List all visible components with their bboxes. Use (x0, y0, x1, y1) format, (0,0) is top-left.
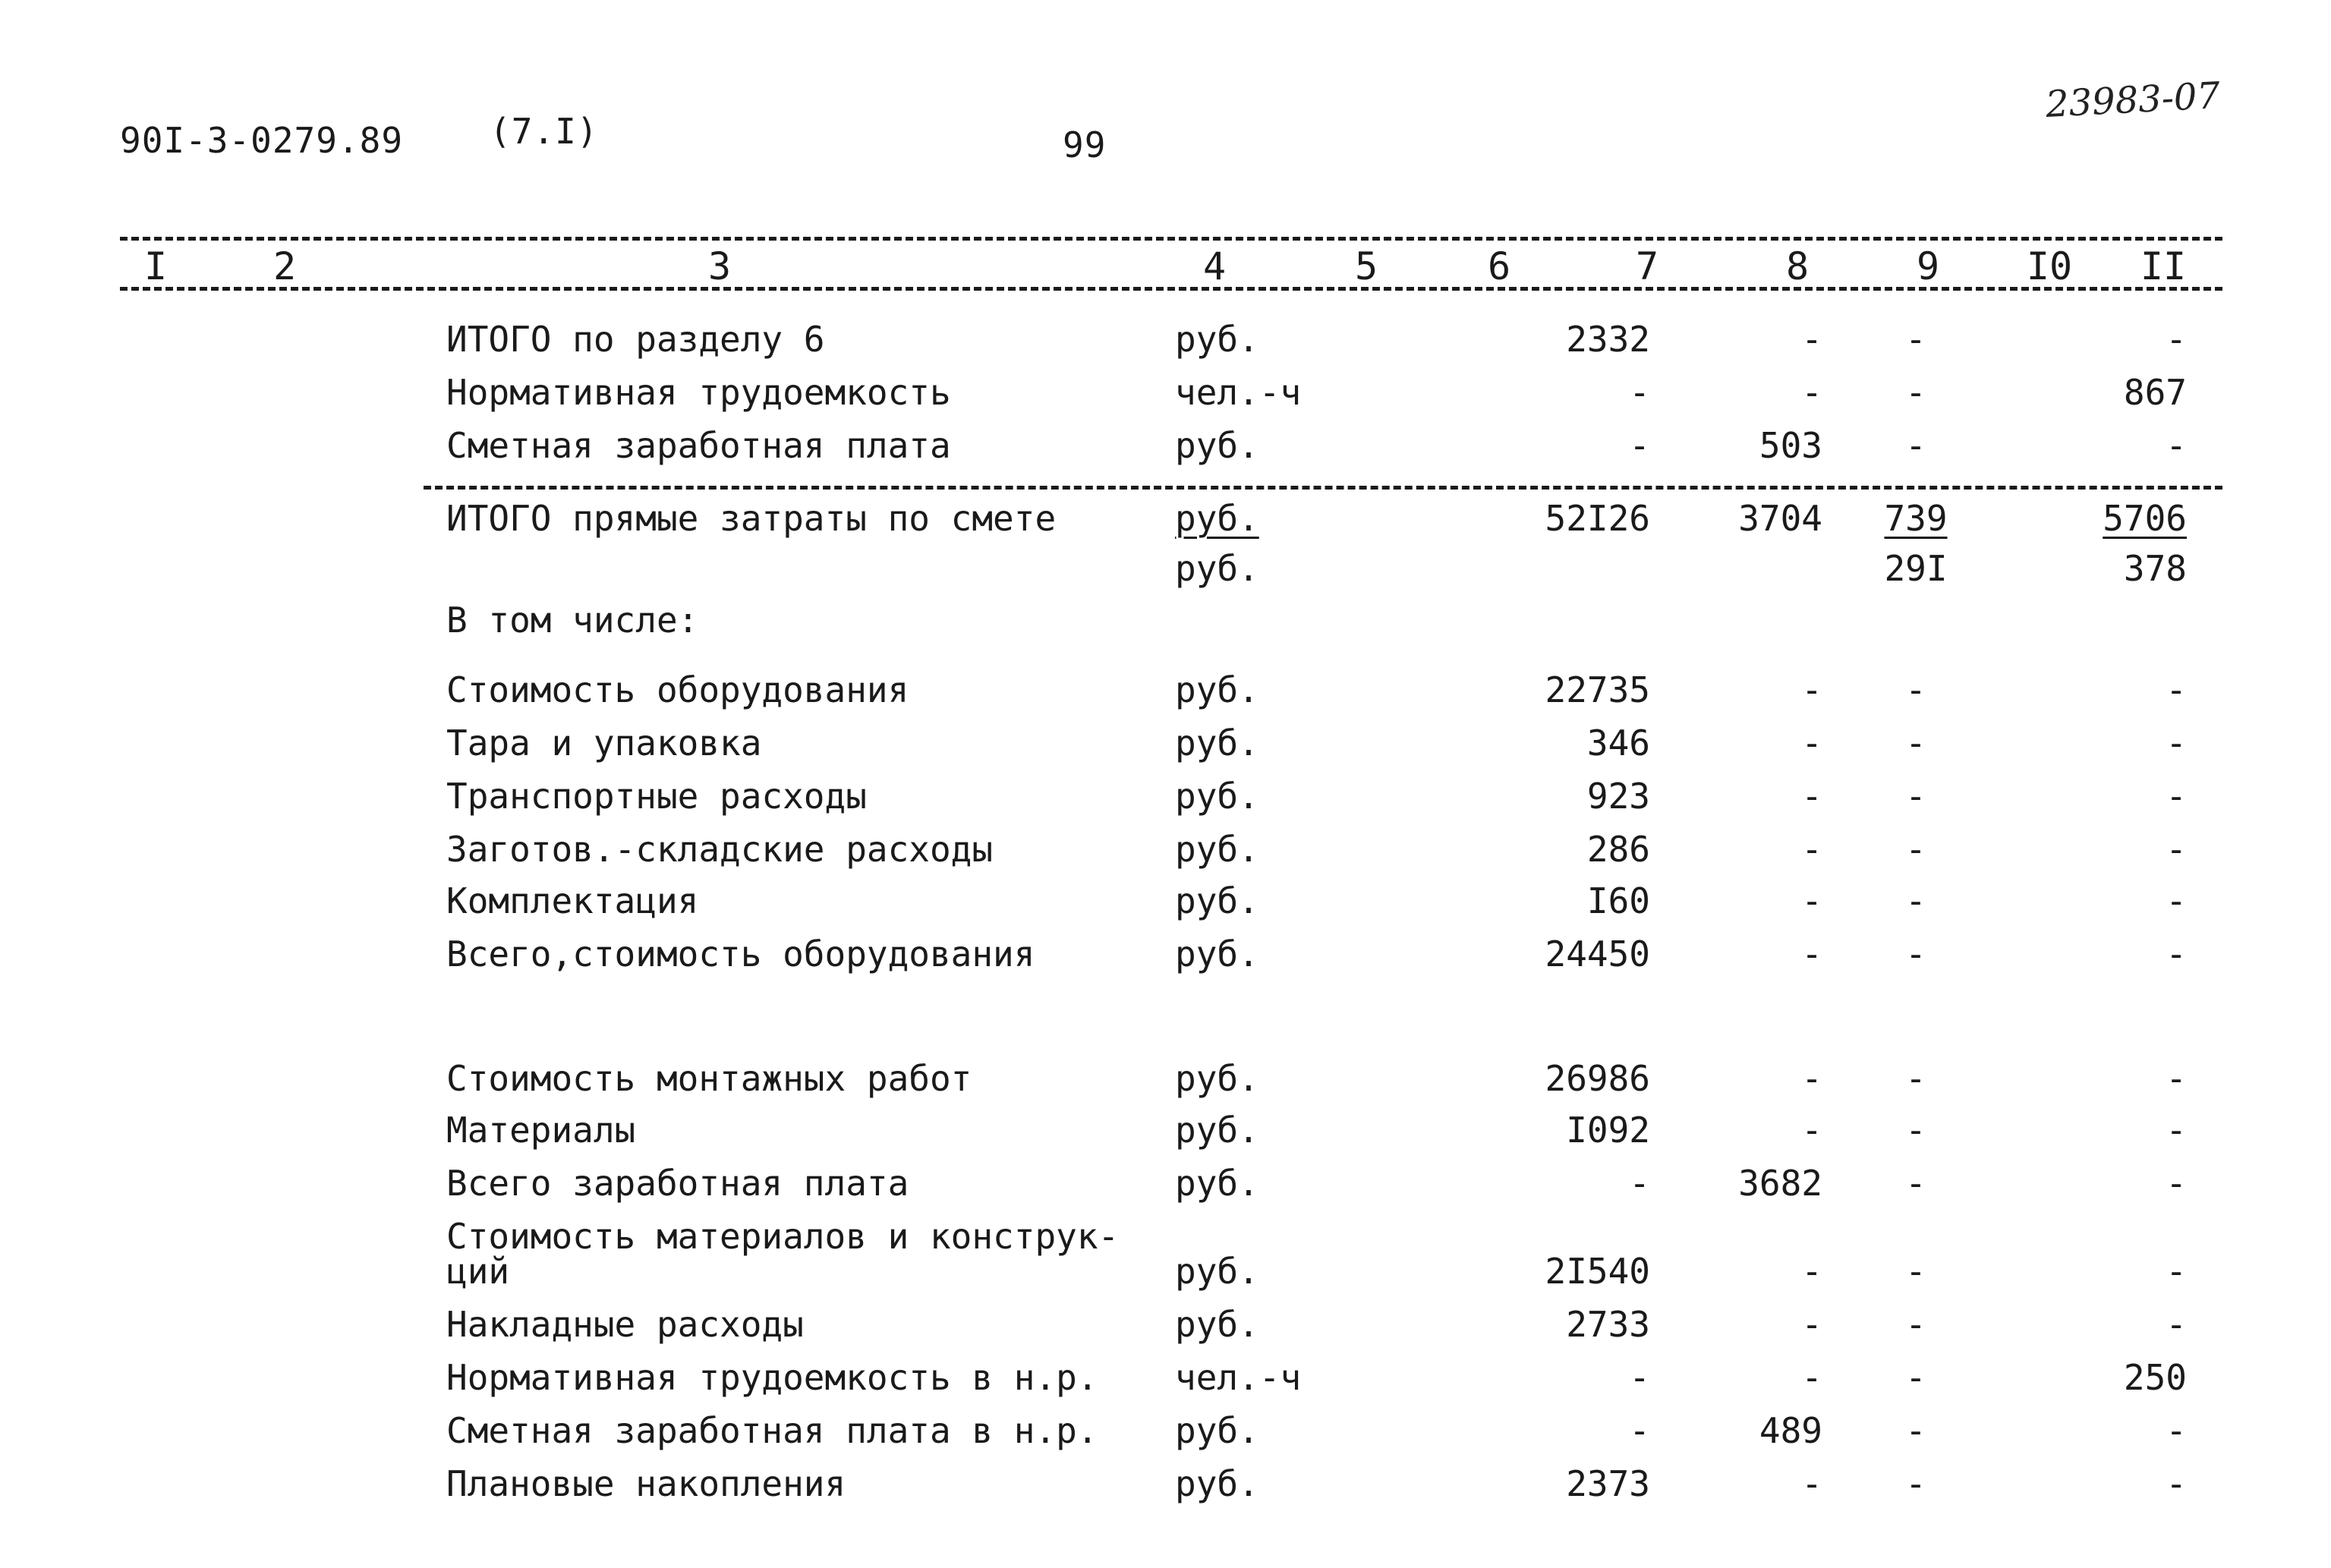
table-row (0, 1410, 2331, 1463)
section-number: (7.I) (490, 111, 599, 152)
row-unit: руб. (1175, 1163, 1259, 1204)
table-row (0, 829, 2331, 882)
column-number-4: 4 (1202, 244, 1227, 288)
row-name: Всего заработная плата (446, 1163, 909, 1204)
table-row (0, 1163, 2331, 1216)
row-name: ИТОГО по разделу 6 (446, 319, 825, 360)
row-unit: руб. (1175, 934, 1259, 974)
row-col11: - (2166, 880, 2187, 921)
row-col7: 2I540 (1545, 1251, 1650, 1292)
row-col11: - (2166, 934, 2187, 974)
row-name: ций (446, 1251, 510, 1292)
row-col8: 503 (1759, 425, 1822, 466)
table-row (0, 1304, 2331, 1357)
row-col8: - (1801, 934, 1822, 974)
row-unit: руб. (1175, 669, 1259, 710)
table-row (0, 669, 2331, 723)
row-col9: - (1905, 1163, 1926, 1204)
column-number-7: 7 (1635, 244, 1659, 288)
header-top-rule (120, 237, 2222, 241)
row-name: Комплектация (446, 880, 699, 921)
row-unit: руб. (1175, 425, 1259, 466)
row-name: Заготов.-складские расходы (446, 829, 994, 870)
row-col9: - (1905, 776, 1926, 817)
table-row (0, 1463, 2331, 1516)
row-col8: - (1801, 1304, 1822, 1345)
row-col11: - (2166, 1058, 2187, 1099)
row-col11: - (2166, 319, 2187, 360)
row-name: Сметная заработная плата (446, 425, 951, 466)
column-number-9: 9 (1916, 244, 1940, 288)
row-col8: - (1801, 1251, 1822, 1292)
table-row (0, 1110, 2331, 1163)
table-row (0, 934, 2331, 987)
row-name: Плановые накопления (446, 1463, 846, 1504)
row-col8: 3682 (1738, 1163, 1822, 1204)
column-number-6: 6 (1487, 244, 1511, 288)
row-unit: руб. (1175, 1251, 1259, 1292)
page-number: 99 (1063, 124, 1107, 165)
row-name: Сметная заработная плата в н.р. (446, 1410, 1098, 1451)
row-unit: руб. (1175, 1410, 1259, 1451)
row-unit: руб. (1175, 776, 1259, 817)
table-row (0, 372, 2331, 425)
row-col7: - (1629, 425, 1650, 466)
table-row (0, 319, 2331, 372)
row-col7: - (1629, 1357, 1650, 1398)
row-unit: руб. (1175, 1058, 1259, 1099)
table-row (0, 600, 2331, 653)
row-col8: - (1801, 880, 1822, 921)
table-row (0, 548, 2331, 601)
row-col7: 2332 (1566, 319, 1650, 360)
row-name: ИТОГО прямые затраты по смете (446, 498, 1057, 539)
row-col8: - (1801, 372, 1822, 413)
row-col7: - (1629, 1163, 1650, 1204)
row-col9: - (1905, 319, 1926, 360)
handwritten-note: 23983-07 (2044, 74, 2222, 126)
row-name: Тара и упаковка (446, 723, 762, 764)
row-col11: - (2166, 425, 2187, 466)
document-code: 90I-3-0279.89 (120, 120, 404, 161)
row-col9: 739 (1884, 498, 1948, 539)
row-col9: - (1905, 880, 1926, 921)
row-unit: руб. (1175, 548, 1259, 589)
row-col8: - (1801, 1357, 1822, 1398)
row-name: В том числе: (446, 600, 699, 641)
row-col11: - (2166, 1110, 2187, 1151)
row-col8: 3704 (1738, 498, 1822, 539)
row-unit: руб. (1175, 1463, 1259, 1504)
row-col8: - (1801, 1110, 1822, 1151)
row-col8: - (1801, 1463, 1822, 1504)
row-col11: 5706 (2103, 498, 2187, 539)
row-col7: - (1629, 1410, 1650, 1451)
row-col9: - (1905, 669, 1926, 710)
table-row (0, 1058, 2331, 1111)
row-col7: 2373 (1566, 1463, 1650, 1504)
row-col8: - (1801, 723, 1822, 764)
row-col7: 52I26 (1545, 498, 1650, 539)
row-name: Всего,стоимость оборудования (446, 934, 1035, 974)
column-number-10: I0 (2026, 244, 2073, 288)
row-col9: - (1905, 1304, 1926, 1345)
table-row (0, 723, 2331, 776)
table-row (0, 1251, 2331, 1304)
row-col8: - (1801, 319, 1822, 360)
table-row (0, 425, 2331, 478)
column-number-2: 2 (272, 244, 297, 288)
row-name: Нормативная трудоемкость в н.р. (446, 1357, 1098, 1398)
row-unit: руб. (1175, 498, 1259, 539)
column-number-11: II (2140, 244, 2187, 288)
row-name: Материалы (446, 1110, 636, 1151)
row-col9: - (1905, 1058, 1926, 1099)
row-col11: 378 (2123, 548, 2187, 589)
row-col8: - (1801, 1058, 1822, 1099)
row-col11: - (2166, 1163, 2187, 1204)
row-col7: 22735 (1545, 669, 1650, 710)
row-col9: - (1905, 1357, 1926, 1398)
row-unit: чел.-ч (1175, 372, 1302, 413)
row-name: Транспортные расходы (446, 776, 867, 817)
column-number-5: 5 (1354, 244, 1378, 288)
row-col9: - (1905, 1110, 1926, 1151)
row-col11: - (2166, 1251, 2187, 1292)
row-col11: - (2166, 1463, 2187, 1504)
row-unit: руб. (1175, 1304, 1259, 1345)
row-col7: - (1629, 372, 1650, 413)
row-col8: - (1801, 669, 1822, 710)
row-col9: - (1905, 829, 1926, 870)
row-col9: - (1905, 934, 1926, 974)
row-unit: руб. (1175, 829, 1259, 870)
row-col11: - (2166, 776, 2187, 817)
row-col7: I60 (1586, 880, 1650, 921)
row-col11: 250 (2123, 1357, 2187, 1398)
row-name: Накладные расходы (446, 1304, 804, 1345)
row-col9: - (1905, 723, 1926, 764)
row-unit: руб. (1175, 1110, 1259, 1151)
row-unit: руб. (1175, 723, 1259, 764)
row-unit: руб. (1175, 319, 1259, 360)
column-number-3: 3 (707, 244, 732, 288)
row-col9: - (1905, 372, 1926, 413)
row-col7: 286 (1586, 829, 1650, 870)
column-number-1: I (143, 244, 168, 288)
row-col8: 489 (1759, 1410, 1822, 1451)
row-col9: - (1905, 1410, 1926, 1451)
table-row (0, 776, 2331, 829)
row-col9: - (1905, 1463, 1926, 1504)
row-col11: - (2166, 1304, 2187, 1345)
row-col11: - (2166, 669, 2187, 710)
table-row (0, 498, 2331, 551)
row-col9: 29I (1884, 548, 1948, 589)
row-col11: - (2166, 723, 2187, 764)
row-col11: 867 (2123, 372, 2187, 413)
row-name: Стоимость оборудования (446, 669, 909, 710)
row-col8: - (1801, 776, 1822, 817)
row-name: Стоимость монтажных работ (446, 1058, 972, 1099)
row-unit: чел.-ч (1175, 1357, 1302, 1398)
row-col7: 26986 (1545, 1058, 1650, 1099)
row-col7: 24450 (1545, 934, 1650, 974)
row-col9: - (1905, 1251, 1926, 1292)
row-col7: 2733 (1566, 1304, 1650, 1345)
row-col8: - (1801, 829, 1822, 870)
row-col7: 346 (1586, 723, 1650, 764)
row-col7: I092 (1566, 1110, 1650, 1151)
row-col7: 923 (1586, 776, 1650, 817)
row-col11: - (2166, 829, 2187, 870)
column-number-8: 8 (1785, 244, 1810, 288)
row-unit: руб. (1175, 880, 1259, 921)
row-col9: - (1905, 425, 1926, 466)
row-name: Нормативная трудоемкость (446, 372, 951, 413)
table-row (0, 1357, 2331, 1410)
totals-separator (424, 486, 2222, 490)
table-row (0, 880, 2331, 934)
row-col11: - (2166, 1410, 2187, 1451)
row-name: Стоимость материалов и конструк- (446, 1216, 1120, 1257)
